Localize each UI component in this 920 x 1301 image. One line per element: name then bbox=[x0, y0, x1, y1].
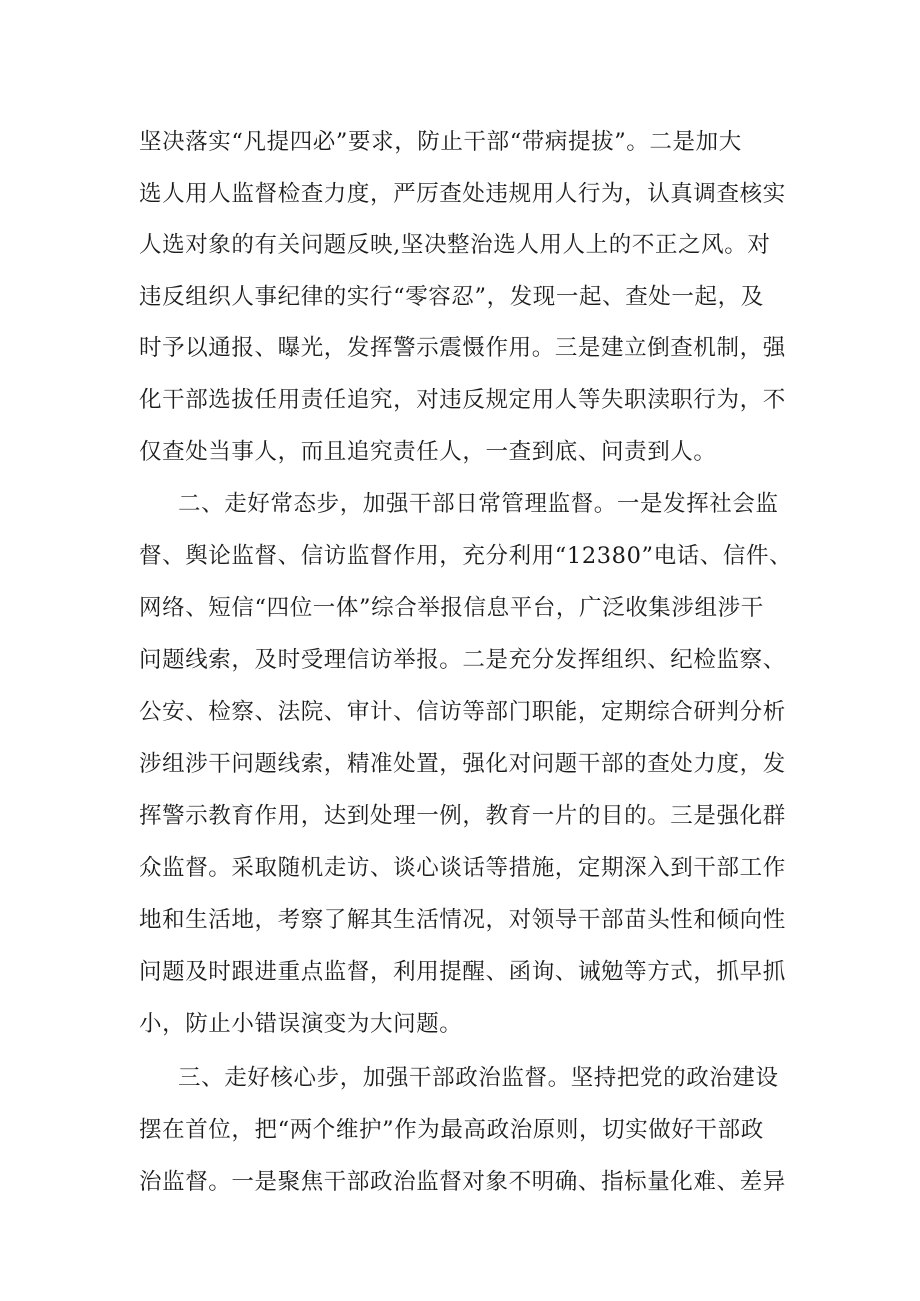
text-line: 地和生活地，考察了解其生活情况，对领导干部苗头性和倾向性 bbox=[139, 907, 786, 933]
text-line: 问题及时跟进重点监督，利用提醒、函询、诫勉等方式，抓早抓 bbox=[139, 959, 786, 985]
text-line: 众监督。采取随机走访、谈心谈话等措施，定期深入到干部工作 bbox=[139, 855, 786, 881]
text-line: 治监督。一是聚焦干部政治监督对象不明确、指标量化难、差异 bbox=[139, 1169, 786, 1195]
text-line: 涉组涉干问题线索，精准处置，强化对问题干部的查处力度，发 bbox=[139, 751, 786, 777]
text-line: 挥警示教育作用，达到处理一例，教育一片的目的。三是强化群 bbox=[139, 803, 786, 829]
text-line: 督、舆论监督、信访监督作用，充分利用“12380”电话、信件、 bbox=[139, 543, 793, 569]
text-line: 时予以通报、曝光，发挥警示震慑作用。三是建立倒查机制，强 bbox=[139, 335, 786, 361]
paragraph-heading-line: 二、走好常态步，加强干部日常管理监督。一是发挥社会监 bbox=[178, 491, 779, 517]
text-line: 小，防止小错误演变为大问题。 bbox=[139, 1011, 463, 1037]
text-line: 化干部选拔任用责任追究，对违反规定用人等失职渎职行为，不 bbox=[139, 387, 786, 413]
text-line: 坚决落实“凡提四必”要求，防止干部“带病提拔”。二是加大 bbox=[139, 129, 742, 155]
text-line: 人选对象的有关问题反映,坚决整治选人用人上的不正之风。对 bbox=[139, 232, 771, 258]
text-line: 摆在首位，把“两个维护”作为最高政治原则，切实做好干部政 bbox=[139, 1117, 764, 1143]
text-line: 问题线索，及时受理信访举报。二是充分发挥组织、纪检监察、 bbox=[139, 647, 786, 673]
text-line: 公安、检察、法院、审计、信访等部门职能，定期综合研判分析 bbox=[139, 699, 786, 725]
paragraph-heading-line: 三、走好核心步，加强干部政治监督。坚持把党的政治建设 bbox=[178, 1065, 779, 1091]
text-line: 网络、短信“四位一体”综合举报信息平台，广泛收集涉组涉干 bbox=[139, 595, 764, 621]
text-line: 违反组织人事纪律的实行“零容忍”，发现一起、查处一起，及 bbox=[139, 284, 764, 310]
text-line: 仅查处当事人，而且追究责任人，一查到底、问责到人。 bbox=[139, 439, 717, 465]
text-line: 选人用人监督检查力度，严厉查处违规用人行为，认真调查核实 bbox=[139, 181, 786, 207]
